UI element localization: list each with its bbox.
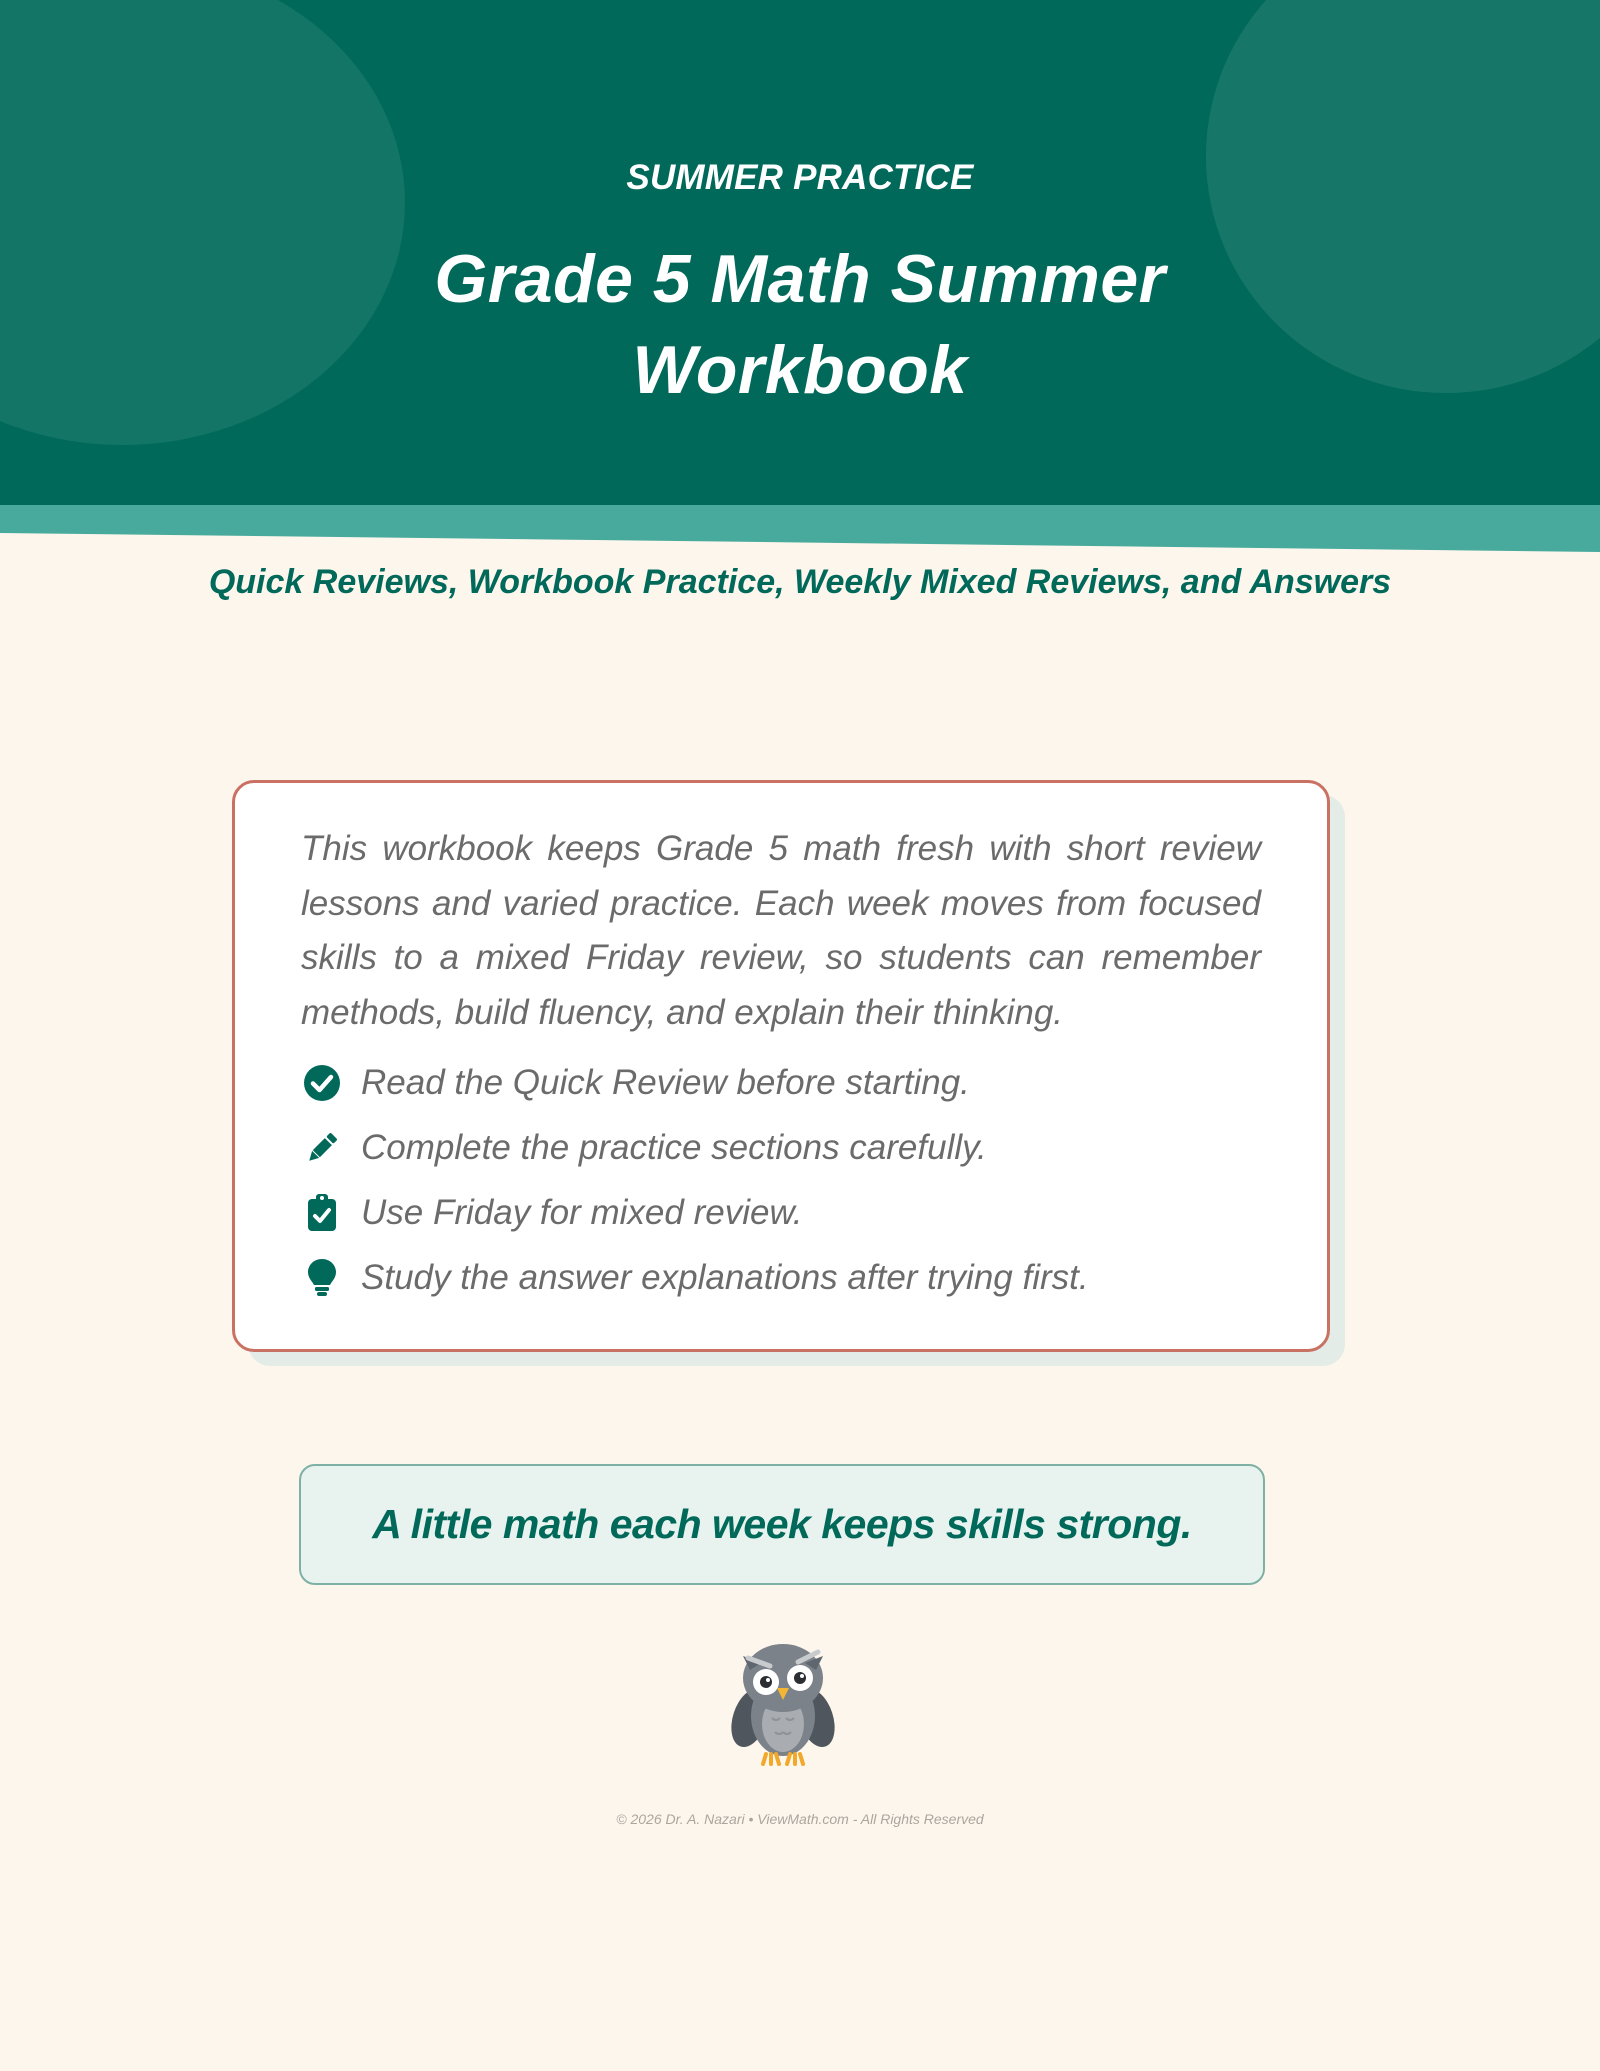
- teal-accent-band: [0, 505, 1600, 555]
- tip-text: Use Friday for mixed review.: [361, 1192, 803, 1232]
- tip-item: [301, 1245, 1261, 1310]
- motto-box: [299, 1464, 1265, 1585]
- eyebrow-label: SUMMER PRACTICE: [626, 158, 974, 197]
- clipboard-check-icon: [301, 1192, 343, 1234]
- motto-text: A little math each week keeps skills strong.: [372, 1501, 1192, 1547]
- intro-paragraph: This workbook keeps Grade 5 math fresh with short review lessons and varied practice. Each week moves from focused skills to a mixed Friday review, so students can remember methods, build fluency, and explain their thinking.: [301, 829, 1261, 1032]
- lightbulb-icon: [301, 1257, 343, 1299]
- owl-icon: [728, 1636, 838, 1766]
- tip-text: Complete the practice sections carefully.: [361, 1127, 987, 1167]
- tip-text: Read the Quick Review before starting.: [361, 1062, 970, 1102]
- tip-item: [301, 1180, 1261, 1245]
- tip-item: [301, 1050, 1261, 1115]
- pencil-icon: [301, 1127, 343, 1169]
- page-title: Grade 5 Math Summer Workbook: [434, 241, 1166, 408]
- tip-text: Study the answer explanations after trying first.: [361, 1257, 1089, 1297]
- subtitle: Quick Reviews, Workbook Practice, Weekly Mixed Reviews, and Answers: [208, 563, 1392, 601]
- tip-item: [301, 1115, 1261, 1180]
- tips-list: [301, 1050, 1261, 1310]
- copyright-footer: © 2026 Dr. A. Nazari • ViewMath.com - All Rights Reserved: [616, 1811, 984, 1827]
- check-circle-icon: [301, 1062, 343, 1104]
